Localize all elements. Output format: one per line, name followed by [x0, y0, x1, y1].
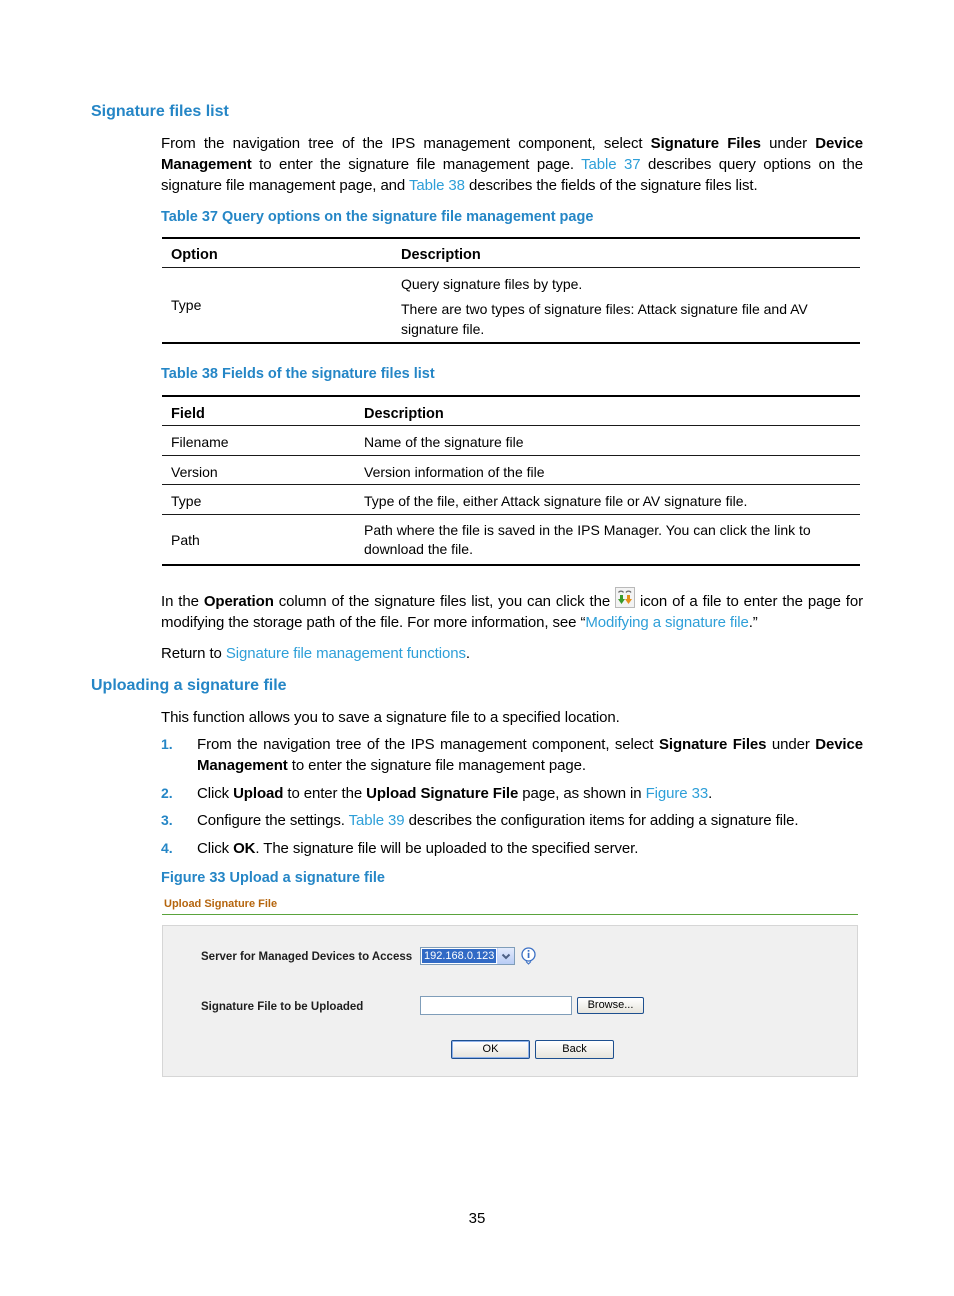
description-cell	[392, 268, 860, 342]
step-3	[161, 810, 863, 831]
page-number: 35	[468, 1210, 486, 1227]
table-header-row	[162, 239, 860, 268]
step-text	[197, 734, 863, 776]
return-paragraph	[161, 643, 863, 664]
ui-term-ok: OK	[233, 840, 256, 857]
text-run: .”	[748, 614, 758, 631]
ui-term-upload-signature-file: Upload Signature File	[366, 785, 519, 802]
description-cell: Name of the signature file	[364, 434, 524, 450]
text-run: icon of a file to enter the page for modifying the storage path of the file. For more information, see “	[161, 593, 863, 631]
section-heading-uploading-signature-file: Uploading a signature file	[91, 677, 287, 694]
field-cell: Filename	[171, 434, 229, 450]
field-cell: Path	[171, 531, 200, 548]
text-run: Click	[197, 785, 234, 802]
table-row	[162, 456, 860, 485]
step-2	[161, 783, 863, 804]
signature-file-management-functions-link[interactable]: Signature file management functions	[225, 645, 466, 662]
text-run: From the navigation tree of the IPS management component, select	[197, 736, 659, 753]
field-cell: Type	[171, 493, 202, 509]
table-row	[162, 485, 860, 515]
field-cell: Version	[171, 464, 218, 480]
text-run: Click	[197, 840, 234, 857]
text-run: Return to	[161, 645, 226, 662]
text-run: to enter the signature file management page.	[251, 156, 582, 173]
ui-term-device-management: Device Management	[161, 135, 864, 173]
ui-term-device-management: Device Management	[197, 736, 863, 774]
modifying-signature-file-link[interactable]: Modifying a signature file	[585, 614, 749, 631]
table-38-link[interactable]: Table 38	[408, 177, 465, 194]
text-run: .	[708, 785, 713, 802]
description-line: Query signature files by type.	[401, 276, 583, 292]
section-heading-signature-files-list: Signature files list	[91, 103, 229, 120]
figure-33-caption: Figure 33 Upload a signature file	[161, 870, 385, 886]
text-run: Configure the settings.	[197, 812, 349, 829]
operation-column-paragraph	[161, 591, 863, 633]
text-run: under	[766, 736, 816, 753]
column-header-field: Field	[171, 406, 205, 422]
text-run: describes the configuration items for adding a signature file.	[404, 812, 799, 829]
ok-button[interactable]: OK	[451, 1040, 530, 1059]
back-button[interactable]: Back	[535, 1040, 614, 1059]
file-label: Signature File to be Uploaded	[201, 1001, 364, 1013]
description-cell: Path where the file is saved in the IPS Manager. You can click the link to download the file.	[364, 522, 811, 557]
text-run: .	[465, 645, 470, 662]
step-number: 3.	[161, 812, 173, 828]
text-run: In the	[161, 593, 204, 610]
column-header-option: Option	[171, 247, 218, 263]
figure-33-link[interactable]: Figure 33	[645, 785, 709, 802]
step-text	[197, 810, 863, 831]
ui-term-operation: Operation	[203, 593, 274, 610]
ui-term-signature-files: Signature Files	[658, 736, 767, 753]
description-cell: Version information of the file	[364, 464, 545, 480]
text-run: describes query options on the signature file management page, and	[161, 156, 863, 194]
title-divider	[162, 914, 858, 915]
ui-term-upload: Upload	[233, 785, 284, 802]
text-run: From the navigation tree of the IPS management component, select	[161, 135, 651, 152]
modify-icon	[615, 594, 635, 606]
step-number: 1.	[161, 736, 173, 752]
column-header-description: Description	[364, 406, 444, 422]
table-37-link[interactable]: Table 37	[581, 156, 641, 173]
server-select-value: 192.168.0.123	[424, 950, 495, 962]
option-cell: Type	[171, 297, 202, 313]
query-options-table	[162, 237, 860, 344]
step-text	[197, 783, 863, 804]
text-run: . The signature file will be uploaded to the specified server.	[255, 840, 639, 857]
table-header-row	[162, 397, 860, 426]
table-39-link[interactable]: Table 39	[348, 812, 405, 829]
upload-form-panel	[162, 925, 858, 1077]
server-select[interactable]	[420, 947, 515, 965]
info-icon[interactable]	[520, 946, 537, 970]
description-line: There are two types of signature files: Attack signature file and AV signature file.	[401, 301, 808, 337]
text-run: to enter the signature file management page.	[287, 757, 586, 774]
table-row	[162, 268, 860, 342]
screenshot-page-title: Upload Signature File	[164, 898, 278, 910]
chevron-down-icon[interactable]	[497, 948, 514, 964]
description-cell: Type of the file, either Attack signature file or AV signature file.	[364, 493, 748, 509]
step-4	[161, 838, 863, 859]
text-run: page, as shown in	[518, 785, 646, 802]
server-label: Server for Managed Devices to Access	[201, 951, 413, 963]
text-run: describes the fields of the signature files list.	[464, 177, 758, 194]
column-header-description: Description	[401, 247, 481, 263]
step-number: 4.	[161, 840, 173, 856]
text-run: under	[760, 135, 816, 152]
table-37-caption: Table 37 Query options on the signature file management page	[161, 209, 594, 225]
text-run: column of the signature files list, you can click the	[273, 593, 616, 610]
step-text	[197, 838, 863, 859]
text-run: to enter the	[283, 785, 367, 802]
signature-files-intro-paragraph	[161, 133, 863, 196]
signature-files-fields-table	[162, 395, 860, 566]
uploading-intro-paragraph: This function allows you to save a signature file to a specified location.	[161, 709, 620, 726]
file-path-input[interactable]	[420, 996, 572, 1015]
table-row	[162, 515, 860, 564]
step-number: 2.	[161, 785, 173, 801]
step-1	[161, 734, 863, 776]
browse-button[interactable]: Browse...	[577, 997, 644, 1014]
table-row	[162, 426, 860, 456]
ui-term-signature-files: Signature Files	[650, 135, 761, 152]
table-38-caption: Table 38 Fields of the signature files list	[161, 366, 435, 382]
